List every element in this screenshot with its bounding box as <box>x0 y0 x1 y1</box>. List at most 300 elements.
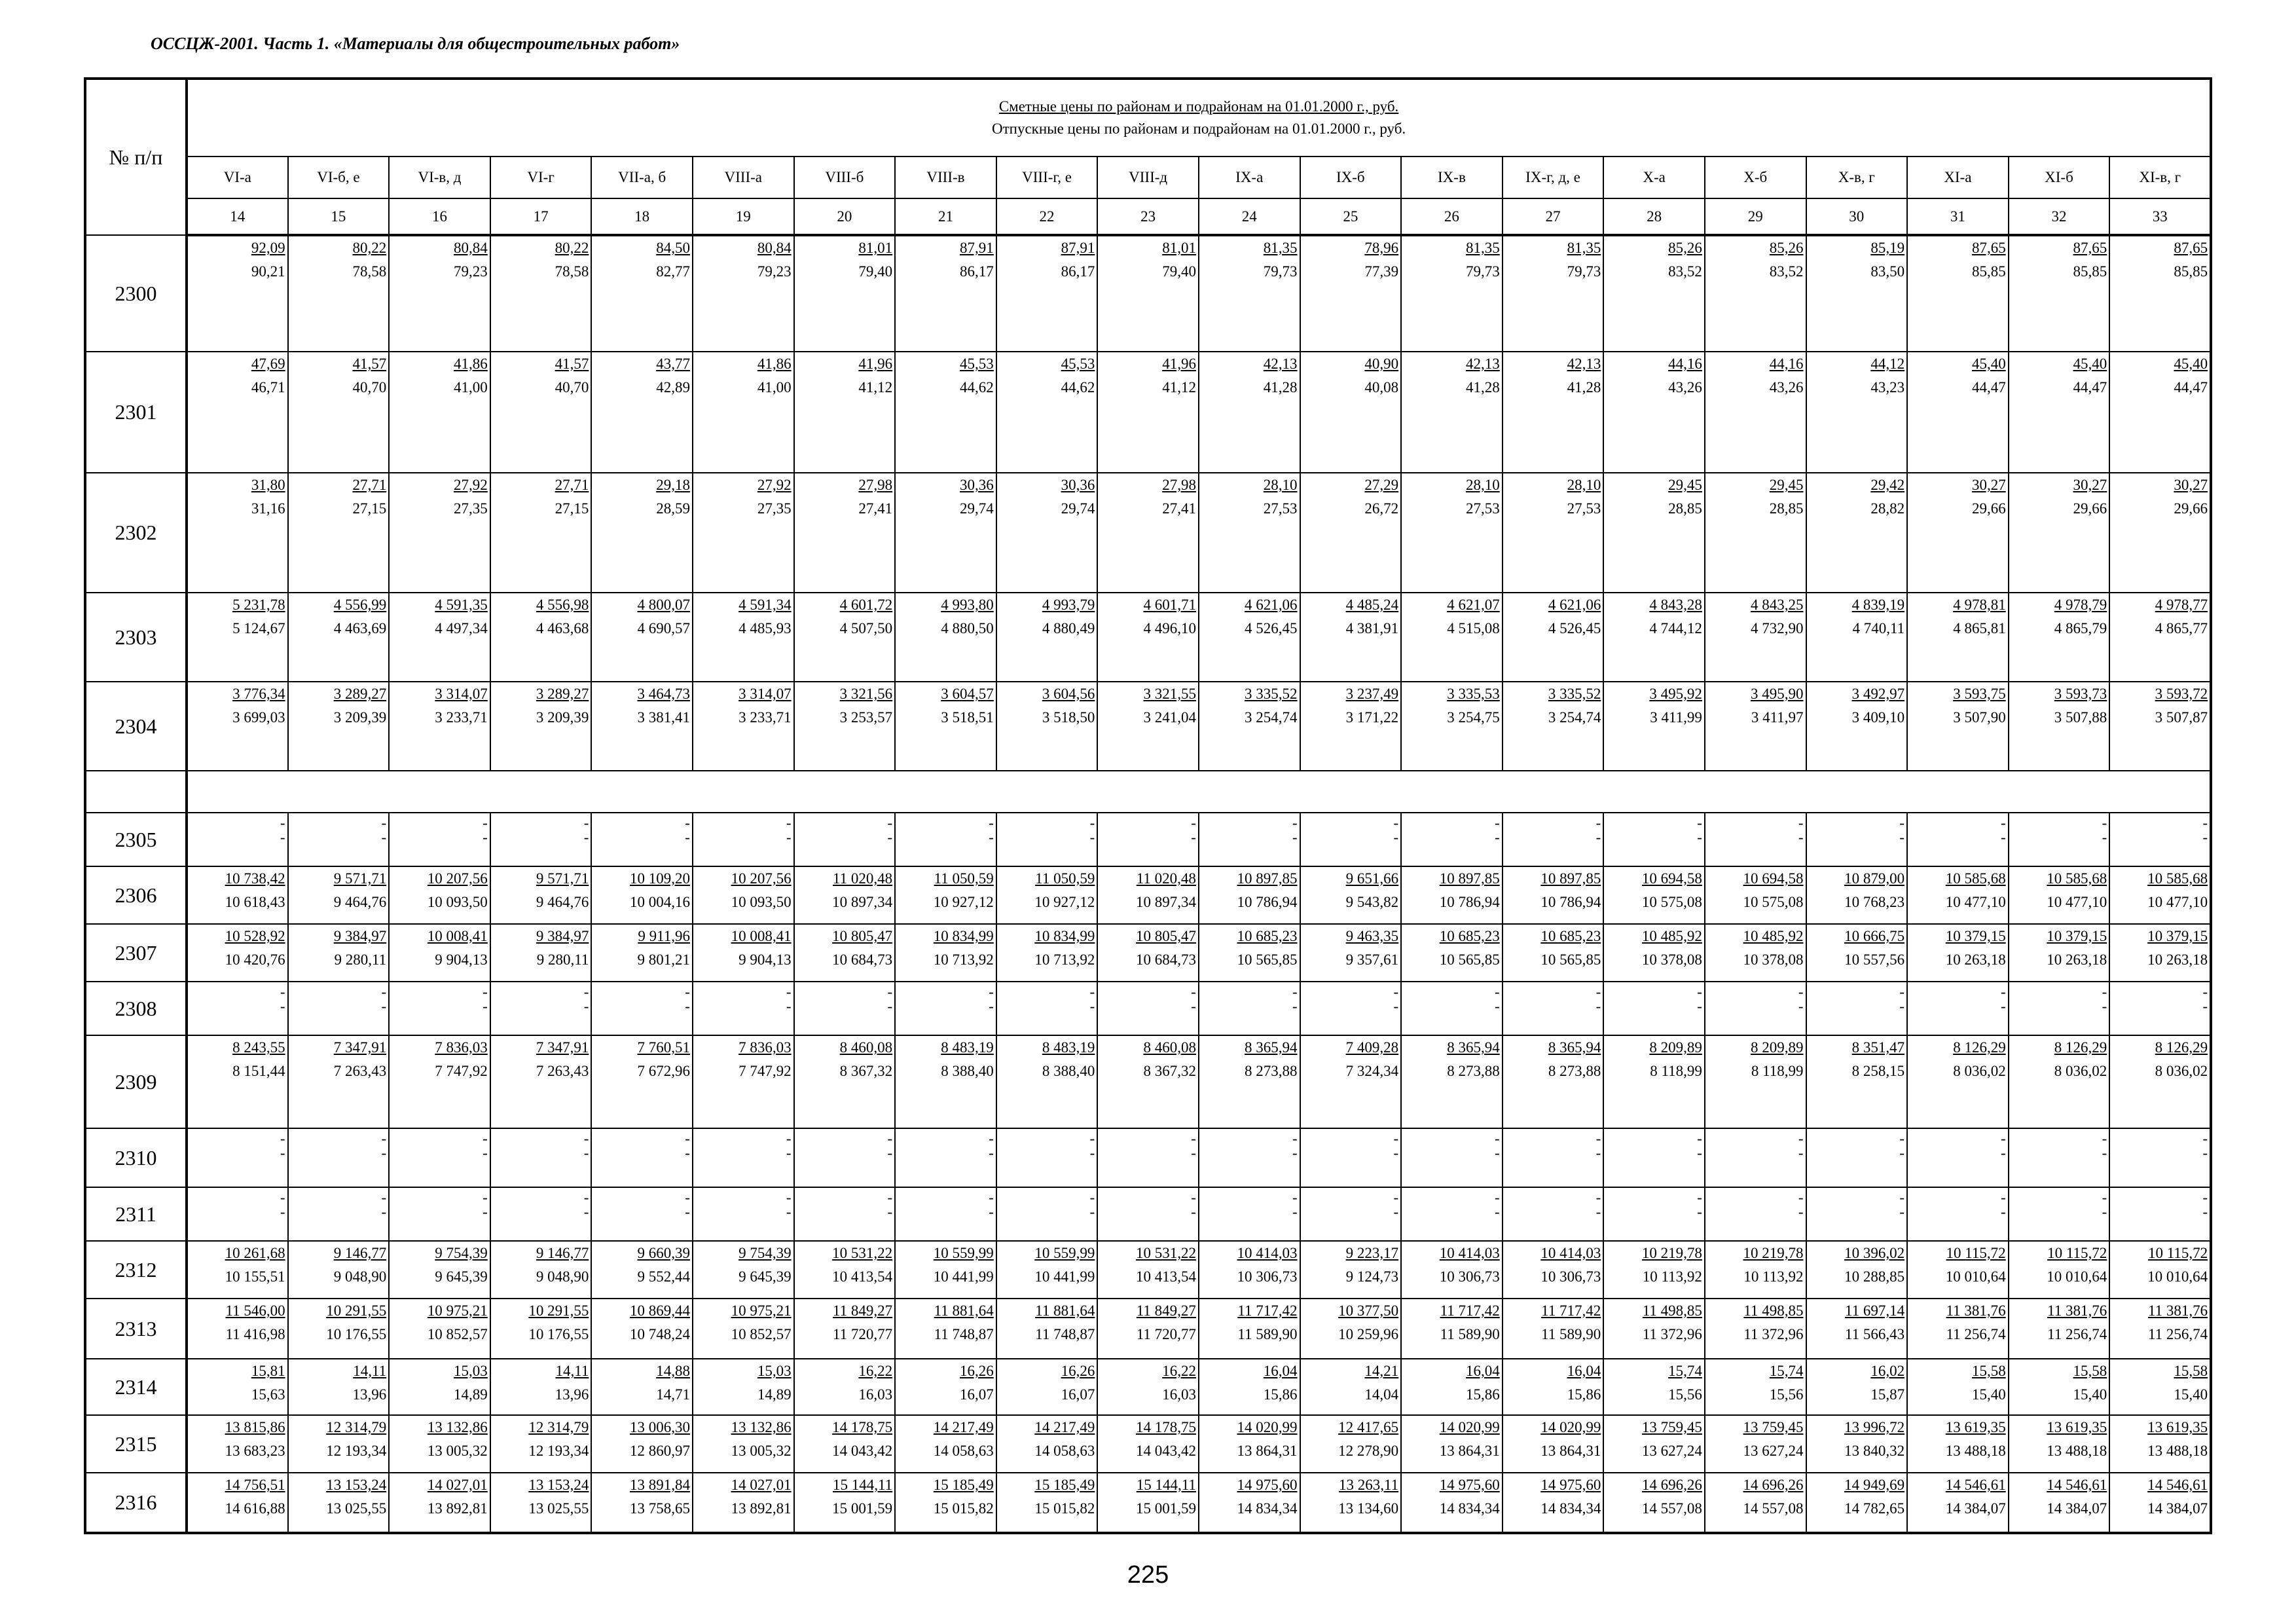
release-price: 11 748,87 <box>1035 1326 1095 1342</box>
estimate-price-dash: - <box>280 984 285 1000</box>
estimate-price: 4 601,71 <box>1143 597 1196 613</box>
release-price: 9 464,76 <box>333 894 387 910</box>
release-price-dash: - <box>1495 1145 1500 1161</box>
price-cell <box>2009 924 2110 982</box>
price-cell <box>1097 924 1199 982</box>
price-cell <box>693 1359 794 1415</box>
price-cell <box>895 924 996 982</box>
price-cell <box>490 813 592 866</box>
estimate-price-dash: - <box>483 1130 488 1147</box>
price-cell <box>1300 1299 1402 1359</box>
price-cell <box>2109 352 2211 473</box>
estimate-price-dash: - <box>1191 984 1196 1000</box>
price-cell <box>591 1187 693 1241</box>
estimate-price: 15 144,11 <box>833 1477 893 1493</box>
estimate-price: 14,21 <box>1364 1363 1399 1379</box>
estimate-price: 14 178,75 <box>832 1419 893 1435</box>
estimate-price-dash: - <box>2202 1189 2208 1206</box>
release-price: 8 118,99 <box>1650 1063 1702 1079</box>
price-cell <box>591 813 693 866</box>
price-cell <box>1199 1128 1300 1187</box>
price-cell <box>1503 813 1604 866</box>
estimate-price-dash: - <box>1595 815 1601 831</box>
estimate-price: 9 651,66 <box>1345 870 1399 887</box>
release-price: 4 507,50 <box>839 620 893 637</box>
release-price: 85,85 <box>2174 263 2208 280</box>
column-number: 26 <box>1401 198 1503 235</box>
price-cell <box>591 682 693 771</box>
price-cell <box>693 1035 794 1128</box>
estimate-price-dash: - <box>786 1130 792 1147</box>
release-price-dash: - <box>2202 829 2208 845</box>
estimate-price: 11 546,00 <box>225 1302 285 1319</box>
estimate-price-dash: - <box>1595 1130 1601 1147</box>
estimate-price: 16,04 <box>1567 1363 1601 1379</box>
release-price: 79,40 <box>858 263 893 280</box>
release-price: 4 690,57 <box>637 620 690 637</box>
estimate-price: 3 314,07 <box>738 686 792 702</box>
price-cell <box>187 982 288 1035</box>
estimate-price: 27,71 <box>555 477 589 493</box>
price-cell <box>2109 1473 2211 1533</box>
release-price: 41,12 <box>1162 379 1196 396</box>
price-cell <box>2009 235 2110 352</box>
estimate-price: 80,84 <box>757 240 792 256</box>
price-cell <box>1199 982 1300 1035</box>
estimate-price: 81,35 <box>1465 240 1500 256</box>
price-cell <box>1503 982 1604 1035</box>
price-cell <box>693 352 794 473</box>
price-cell <box>693 1128 794 1187</box>
price-cell <box>1603 1415 1705 1473</box>
release-price: 13 134,60 <box>1338 1500 1399 1517</box>
price-cell <box>1603 1473 1705 1533</box>
estimate-price: 14 020,99 <box>1237 1419 1298 1435</box>
release-price: 79,23 <box>757 263 792 280</box>
release-price-dash: - <box>280 998 285 1014</box>
release-price-dash: - <box>1495 1204 1500 1220</box>
price-cell <box>794 235 896 352</box>
release-price-dash: - <box>887 1145 893 1161</box>
release-price: 13 627,24 <box>1743 1443 1804 1459</box>
estimate-price: 7 836,03 <box>738 1039 792 1056</box>
release-price: 3 233,71 <box>738 709 792 726</box>
estimate-price: 13 132,86 <box>731 1419 792 1435</box>
row-number: 2315 <box>85 1415 187 1473</box>
release-price: 9 904,13 <box>738 951 792 968</box>
estimate-price: 8 365,94 <box>1245 1039 1298 1056</box>
price-cell <box>2109 1415 2211 1473</box>
price-cell <box>2009 1187 2110 1241</box>
release-price: 79,73 <box>1465 263 1500 280</box>
region-header: VI-б, е <box>288 157 390 198</box>
table-row <box>85 866 2211 924</box>
estimate-price: 31,80 <box>251 477 285 493</box>
estimate-price: 10 414,03 <box>1540 1245 1601 1261</box>
price-cell <box>2009 473 2110 593</box>
price-cell <box>996 924 1098 982</box>
estimate-price: 10 485,92 <box>1743 928 1804 944</box>
price-cell <box>895 352 996 473</box>
release-price-dash: - <box>483 1145 488 1161</box>
estimate-price: 7 347,91 <box>536 1039 589 1056</box>
release-price-dash: - <box>1899 1145 1905 1161</box>
price-cell <box>1907 1241 2009 1299</box>
release-price: 10 477,10 <box>2147 894 2208 910</box>
price-cell <box>1199 352 1300 473</box>
num-header: № п/п <box>85 79 187 235</box>
estimate-price-dash: - <box>1798 984 1804 1000</box>
estimate-price: 87,91 <box>960 240 994 256</box>
release-price: 12 860,97 <box>629 1443 690 1459</box>
price-cell <box>1907 924 2009 982</box>
price-cell <box>1503 593 1604 682</box>
estimate-price: 11 498,85 <box>1743 1302 1804 1319</box>
estimate-price-dash: - <box>685 815 690 831</box>
estimate-price: 9 223,17 <box>1345 1245 1399 1261</box>
release-price: 14 384,07 <box>1945 1500 2006 1517</box>
estimate-price: 10 585,68 <box>2147 870 2208 887</box>
release-price: 3 507,87 <box>2155 709 2208 726</box>
estimate-price: 44,16 <box>1668 356 1702 372</box>
estimate-price-dash: - <box>1292 984 1298 1000</box>
estimate-price-dash: - <box>1899 815 1905 831</box>
estimate-price-dash: - <box>2102 815 2107 831</box>
release-price: 14,04 <box>1364 1386 1399 1403</box>
release-price: 15,40 <box>2174 1386 2208 1403</box>
estimate-price: 3 495,92 <box>1649 686 1702 702</box>
price-cell <box>996 982 1098 1035</box>
price-cell <box>996 352 1098 473</box>
release-price: 3 411,99 <box>1650 709 1702 726</box>
price-cell <box>1097 982 1199 1035</box>
price-cell <box>794 1128 896 1187</box>
estimate-price: 42,13 <box>1567 356 1601 372</box>
estimate-price: 87,91 <box>1061 240 1095 256</box>
estimate-price-dash: - <box>2001 1189 2006 1206</box>
estimate-price: 10 291,55 <box>528 1302 589 1319</box>
price-cell <box>1705 682 1806 771</box>
release-price: 4 526,45 <box>1548 620 1601 637</box>
release-price: 9 552,44 <box>637 1268 690 1285</box>
release-price: 78,58 <box>352 263 387 280</box>
price-cell <box>1603 924 1705 982</box>
price-cell <box>1503 473 1604 593</box>
price-cell <box>389 982 490 1035</box>
price-cell <box>895 1128 996 1187</box>
price-cell <box>895 235 996 352</box>
release-price: 10 176,55 <box>528 1326 589 1342</box>
price-cell <box>288 866 390 924</box>
release-price: 13 840,32 <box>1844 1443 1905 1459</box>
price-cell <box>490 473 592 593</box>
release-price-dash: - <box>1697 829 1702 845</box>
estimate-price: 3 321,56 <box>839 686 893 702</box>
price-cell <box>1705 1359 1806 1415</box>
release-price: 3 233,71 <box>435 709 488 726</box>
price-cell <box>1199 1359 1300 1415</box>
release-price-dash: - <box>2202 1145 2208 1161</box>
price-cell <box>591 352 693 473</box>
price-cell <box>1401 682 1503 771</box>
estimate-price: 15,74 <box>1769 1363 1804 1379</box>
estimate-price: 13 006,30 <box>629 1419 690 1435</box>
release-price: 14 557,08 <box>1641 1500 1702 1517</box>
estimate-price: 13 153,24 <box>326 1477 387 1493</box>
region-header: XI-в, г <box>2109 157 2211 198</box>
price-cell <box>693 593 794 682</box>
estimate-price: 14 696,26 <box>1743 1477 1804 1493</box>
row-number: 2301 <box>85 352 187 473</box>
release-price: 4 880,49 <box>1042 620 1095 637</box>
release-price: 10 852,57 <box>731 1326 792 1342</box>
estimate-price: 10 685,23 <box>1439 928 1500 944</box>
estimate-price: 11 717,42 <box>1237 1302 1298 1319</box>
estimate-price: 10 694,58 <box>1641 870 1702 887</box>
estimate-price: 10 379,15 <box>1945 928 2006 944</box>
price-cell <box>288 593 390 682</box>
release-price: 26,72 <box>1364 500 1399 517</box>
price-cell <box>1199 682 1300 771</box>
release-price: 10 575,08 <box>1641 894 1702 910</box>
price-cell <box>1503 1187 1604 1241</box>
release-price: 41,28 <box>1263 379 1298 396</box>
estimate-price: 8 126,29 <box>2054 1039 2107 1056</box>
price-cell <box>1199 1299 1300 1359</box>
estimate-price: 10 975,21 <box>427 1302 488 1319</box>
estimate-price: 3 495,90 <box>1751 686 1804 702</box>
estimate-price: 30,27 <box>2174 477 2208 493</box>
release-price: 16,07 <box>1061 1386 1095 1403</box>
release-price: 8 118,99 <box>1751 1063 1804 1079</box>
price-cell <box>1199 1473 1300 1533</box>
estimate-price: 16,26 <box>960 1363 994 1379</box>
estimate-price-dash: - <box>381 1130 387 1147</box>
estimate-price: 10 834,99 <box>1034 928 1095 944</box>
price-cell <box>1503 235 1604 352</box>
estimate-price: 87,65 <box>2073 240 2107 256</box>
release-price: 3 411,97 <box>1751 709 1804 726</box>
region-header: VI-г <box>490 157 592 198</box>
price-cell <box>591 982 693 1035</box>
estimate-price: 4 978,81 <box>1953 597 2006 613</box>
release-price: 14 834,34 <box>1540 1500 1601 1517</box>
release-price: 15 015,82 <box>1034 1500 1095 1517</box>
release-price: 4 496,10 <box>1143 620 1196 637</box>
release-price: 4 865,81 <box>1953 620 2006 637</box>
release-price: 11 748,87 <box>934 1326 994 1342</box>
estimate-price: 12 417,65 <box>1338 1419 1399 1435</box>
release-price-dash: - <box>483 1204 488 1220</box>
release-price: 15,56 <box>1769 1386 1804 1403</box>
estimate-price: 4 591,34 <box>738 597 792 613</box>
estimate-price: 3 289,27 <box>333 686 387 702</box>
estimate-price: 15 185,49 <box>1034 1477 1095 1493</box>
estimate-price: 9 754,39 <box>435 1245 488 1261</box>
price-cell <box>1907 593 2009 682</box>
price-cell <box>1907 682 2009 771</box>
release-price: 13 488,18 <box>2147 1443 2208 1459</box>
release-price: 14 058,63 <box>1034 1443 1095 1459</box>
blank-row-cell <box>187 771 2211 813</box>
estimate-price-dash: - <box>1495 984 1500 1000</box>
release-price-dash: - <box>1089 998 1095 1014</box>
price-cell <box>490 235 592 352</box>
price-cell <box>389 1128 490 1187</box>
release-price: 3 409,10 <box>1851 709 1905 726</box>
price-cell <box>1907 813 2009 866</box>
release-price-dash: - <box>583 998 589 1014</box>
release-price-dash: - <box>685 1145 690 1161</box>
table-row <box>85 473 2211 593</box>
release-price: 10 713,92 <box>933 951 994 968</box>
release-price-dash: - <box>1899 1204 1905 1220</box>
estimate-price: 14 546,61 <box>2147 1477 2208 1493</box>
estimate-price: 11 697,14 <box>1844 1302 1905 1319</box>
estimate-price: 4 978,77 <box>2155 597 2208 613</box>
release-price-dash: - <box>280 1145 285 1161</box>
price-cell <box>2109 813 2211 866</box>
row-number: 2309 <box>85 1035 187 1128</box>
price-cell <box>1401 1128 1503 1187</box>
release-price: 4 744,12 <box>1649 620 1702 637</box>
release-price-dash: - <box>1393 998 1399 1014</box>
release-price-dash: - <box>483 829 488 845</box>
release-price: 8 273,88 <box>1245 1063 1298 1079</box>
release-price: 11 372,96 <box>1743 1326 1804 1342</box>
release-price: 10 259,96 <box>1338 1326 1399 1342</box>
table-head <box>85 79 2211 235</box>
release-price: 13 892,81 <box>427 1500 488 1517</box>
price-cell <box>1603 1035 1705 1128</box>
estimate-price: 10 379,15 <box>2147 928 2208 944</box>
price-cell <box>389 1187 490 1241</box>
estimate-price: 29,45 <box>1769 477 1804 493</box>
price-cell <box>389 1359 490 1415</box>
table-row <box>85 982 2211 1035</box>
release-price: 28,85 <box>1668 500 1702 517</box>
estimate-price: 8 126,29 <box>1953 1039 2006 1056</box>
price-cell <box>591 866 693 924</box>
estimate-price: 9 571,71 <box>333 870 387 887</box>
price-cell <box>1097 1035 1199 1128</box>
release-price: 15 001,59 <box>832 1500 893 1517</box>
estimate-price-dash: - <box>583 1189 589 1206</box>
region-header: IX-а <box>1199 157 1300 198</box>
release-price: 15,86 <box>1263 1386 1298 1403</box>
estimate-price-dash: - <box>989 1130 994 1147</box>
estimate-price: 9 146,77 <box>536 1245 589 1261</box>
table-row <box>85 1299 2211 1359</box>
price-cell <box>490 1187 592 1241</box>
price-cell <box>1503 924 1604 982</box>
price-cell <box>693 924 794 982</box>
estimate-price: 16,04 <box>1263 1363 1298 1379</box>
release-price: 27,15 <box>352 500 387 517</box>
price-cell <box>895 1415 996 1473</box>
estimate-price: 4 556,98 <box>536 597 589 613</box>
estimate-price: 10 879,00 <box>1844 870 1905 887</box>
release-price: 11 720,77 <box>833 1326 893 1342</box>
estimate-price: 13 619,35 <box>2047 1419 2107 1435</box>
price-cell <box>288 1187 390 1241</box>
column-number: 21 <box>895 198 996 235</box>
price-cell <box>1300 1035 1402 1128</box>
estimate-price-dash: - <box>1393 1130 1399 1147</box>
estimate-price: 85,26 <box>1668 240 1702 256</box>
estimate-price-dash: - <box>2001 1130 2006 1147</box>
price-cell <box>1705 593 1806 682</box>
release-price: 13 758,65 <box>629 1500 690 1517</box>
estimate-price: 45,40 <box>2174 356 2208 372</box>
estimate-price: 13 153,24 <box>528 1477 589 1493</box>
release-price: 8 036,02 <box>1953 1063 2006 1079</box>
release-price: 4 865,77 <box>2155 620 2208 637</box>
price-cell <box>996 1241 1098 1299</box>
price-cell <box>693 866 794 924</box>
estimate-price-dash: - <box>483 1189 488 1206</box>
release-price-dash: - <box>1393 1204 1399 1220</box>
column-number-row <box>85 198 2211 235</box>
price-cell <box>1907 1415 2009 1473</box>
price-cell <box>693 982 794 1035</box>
estimate-price: 14 020,99 <box>1439 1419 1500 1435</box>
release-price: 13 892,81 <box>731 1500 792 1517</box>
release-price: 29,66 <box>1971 500 2006 517</box>
price-cell <box>1603 235 1705 352</box>
price-cell <box>1300 1187 1402 1241</box>
estimate-price: 84,50 <box>656 240 690 256</box>
estimate-price-dash: - <box>1495 1130 1500 1147</box>
release-price: 8 367,32 <box>839 1063 893 1079</box>
estimate-price: 3 464,73 <box>637 686 690 702</box>
column-number: 33 <box>2109 198 2211 235</box>
table-row <box>85 1128 2211 1187</box>
release-price-dash: - <box>1393 829 1399 845</box>
release-price: 13 488,18 <box>1945 1443 2006 1459</box>
region-header: IX-б <box>1300 157 1402 198</box>
release-price-dash: - <box>1595 1204 1601 1220</box>
estimate-price-dash: - <box>1495 815 1500 831</box>
release-price: 9 280,11 <box>334 951 387 968</box>
release-price: 7 263,43 <box>536 1063 589 1079</box>
price-cell <box>1401 235 1503 352</box>
price-cell <box>591 1035 693 1128</box>
column-number: 31 <box>1907 198 2009 235</box>
estimate-price-dash: - <box>2102 984 2107 1000</box>
price-cell <box>895 1187 996 1241</box>
estimate-price: 3 335,53 <box>1447 686 1500 702</box>
release-price: 3 253,57 <box>839 709 893 726</box>
estimate-price: 13 132,86 <box>427 1419 488 1435</box>
estimate-price: 44,16 <box>1769 356 1804 372</box>
price-cell <box>2009 866 2110 924</box>
estimate-price: 10 485,92 <box>1641 928 1702 944</box>
price-cell <box>895 682 996 771</box>
price-cell <box>794 982 896 1035</box>
price-cell <box>490 1415 592 1473</box>
price-cell <box>1907 1187 2009 1241</box>
estimate-price: 15,58 <box>1971 1363 2006 1379</box>
price-cell <box>288 813 390 866</box>
release-price: 14 834,34 <box>1439 1500 1500 1517</box>
estimate-price-dash: - <box>1089 1189 1095 1206</box>
release-price: 15,56 <box>1668 1386 1702 1403</box>
estimate-price: 10 585,68 <box>2047 870 2107 887</box>
estimate-price-dash: - <box>1089 984 1095 1000</box>
estimate-price-dash: - <box>381 815 387 831</box>
column-number: 30 <box>1806 198 1908 235</box>
